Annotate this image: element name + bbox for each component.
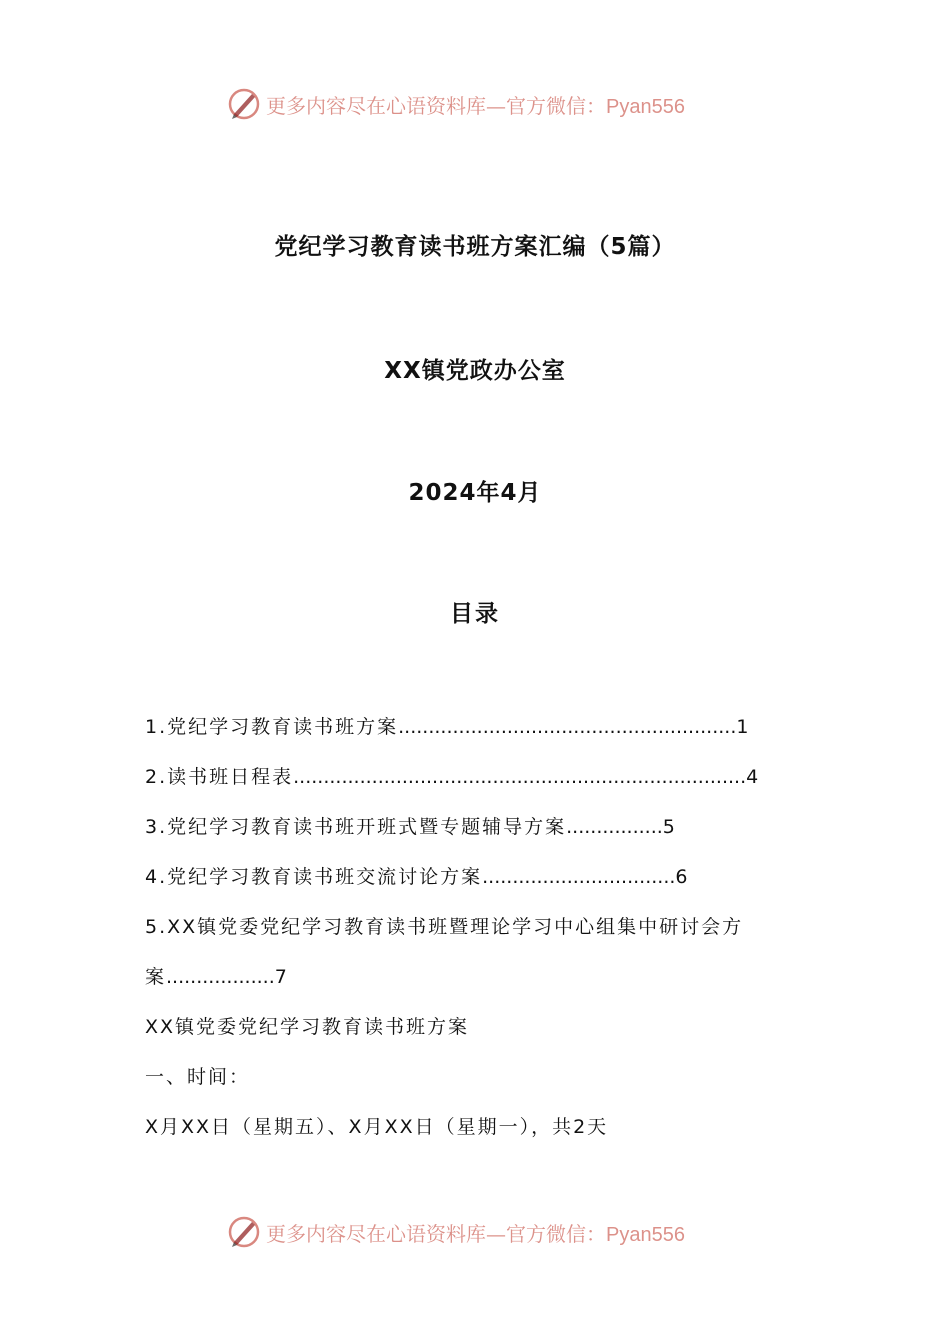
- time-heading: 一、时间：: [145, 1066, 251, 1088]
- toc-entry-page: 6: [675, 866, 690, 888]
- watermark-text: 更多内容尽在心语资料库—官方微信：Pyan556: [266, 93, 685, 118]
- toc-entry-leader: ...........................................................................: [293, 766, 747, 788]
- section-title: XX镇党委党纪学习教育读书班方案: [145, 1016, 470, 1038]
- toc-entry[interactable]: [145, 762, 815, 812]
- table-of-contents: [145, 712, 815, 1002]
- toc-entry-page: 1: [736, 716, 751, 738]
- document-date: 2024年4月: [408, 480, 542, 506]
- toc-entry-leader: ................: [566, 816, 663, 838]
- document-organization: XX镇党政办公室: [384, 358, 566, 384]
- toc-entry[interactable]: [145, 812, 815, 862]
- toc-entry-label: 2.读书班日程表: [145, 766, 294, 788]
- time-detail: X月XX日（星期五）、X月XX日（星期一），共2天: [145, 1116, 609, 1138]
- toc-entry-leader: ..................: [166, 966, 275, 988]
- toc-entry-page: 7: [274, 966, 289, 988]
- document-title: 党纪学习教育读书班方案汇编（5篇）: [274, 234, 676, 260]
- header-watermark: [226, 84, 685, 124]
- watermark-text: 更多内容尽在心语资料库—官方微信：Pyan556: [266, 1221, 685, 1246]
- toc-entry-page: 4: [746, 766, 761, 788]
- watermark-wechat-id: Pyan556: [606, 1223, 685, 1246]
- toc-entry-label: 3.党纪学习教育读书班开班式暨专题辅导方案: [145, 816, 567, 838]
- toc-entry-label: 4.党纪学习教育读书班交流讨论方案: [145, 866, 483, 888]
- pen-in-circle-icon: [226, 86, 262, 122]
- pen-in-circle-icon: [226, 1214, 262, 1250]
- toc-entry-page: 5: [662, 816, 677, 838]
- footer-watermark: [226, 1212, 685, 1252]
- watermark-wechat-id: Pyan556: [606, 95, 685, 118]
- toc-entry-leader: ................................: [482, 866, 676, 888]
- toc-entry[interactable]: [145, 712, 815, 762]
- toc-entry-leader: ........................................................: [398, 716, 737, 738]
- toc-entry[interactable]: [145, 902, 815, 1002]
- toc-entry-label: 5.XX镇党委党纪学习教育读书班暨理论学习中心组集中研讨会方案: [145, 916, 744, 988]
- toc-entry-label: 1.党纪学习教育读书班方案: [145, 716, 399, 738]
- toc-heading: 目录: [450, 601, 500, 627]
